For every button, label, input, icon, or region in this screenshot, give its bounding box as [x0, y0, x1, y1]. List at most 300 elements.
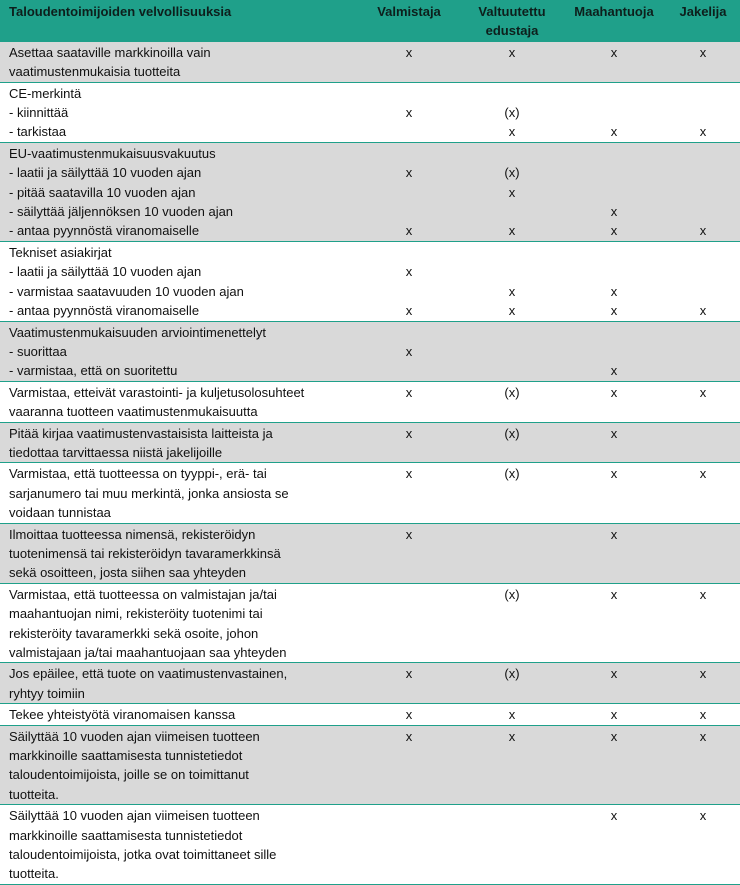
- description-line: EU-vaatimustenmukaisuusvakuutus: [9, 145, 216, 161]
- mark: [668, 62, 738, 81]
- description-line: - varmistaa, että on suoritettu: [9, 363, 178, 379]
- mark: [358, 585, 460, 604]
- description-line: vaatimustenmukaisia tuotteita: [9, 64, 181, 80]
- mark-cell-authorised-representative: [462, 583, 562, 663]
- obligation-description: [0, 523, 356, 583]
- header-manufacturer: Valmistaja: [356, 0, 462, 41]
- mark-cell-distributor: [666, 523, 740, 583]
- mark: x: [610, 124, 618, 140]
- mark: x: [610, 466, 618, 482]
- obligation-description: [0, 704, 356, 725]
- description-line: - laatii ja säilyttää 10 vuoden ajan: [9, 264, 202, 280]
- mark: [358, 643, 460, 662]
- mark-cell-authorised-representative: [462, 805, 562, 885]
- mark-cell-distributor: [666, 805, 740, 885]
- mark: [564, 746, 664, 765]
- mark-cell-manufacturer: [356, 725, 462, 805]
- mark: [464, 845, 560, 864]
- description-line: Jos epäilee, että tuote on vaatimustenvastainen,: [9, 666, 288, 682]
- mark: [668, 563, 738, 582]
- mark: [464, 643, 560, 662]
- mark: x: [699, 707, 707, 723]
- mark: [358, 826, 460, 845]
- mark: [464, 765, 560, 784]
- mark: x: [699, 728, 707, 744]
- mark: [464, 864, 560, 883]
- description-line: - suorittaa: [9, 343, 67, 359]
- mark-cell-authorised-representative: [462, 663, 562, 704]
- mark: [564, 544, 664, 563]
- mark: [668, 826, 738, 845]
- description-line: Varmistaa, että tuotteessa on tyyppi-, erä- tai: [9, 466, 267, 482]
- description-line: - säilyttää jäljennöksen 10 vuoden ajan: [9, 204, 234, 220]
- table-row: [0, 82, 740, 142]
- mark: [358, 361, 460, 380]
- mark: [358, 746, 460, 765]
- mark: [668, 342, 738, 361]
- mark: [668, 243, 738, 262]
- mark-cell-distributor: [666, 82, 740, 142]
- mark: [464, 144, 560, 163]
- mark: [668, 103, 738, 122]
- header-importer: Maahantuoja: [562, 0, 666, 41]
- mark: x: [610, 223, 618, 239]
- mark: [668, 503, 738, 522]
- mark: x: [699, 303, 707, 319]
- mark-cell-authorised-representative: [462, 82, 562, 142]
- table-row: [0, 704, 740, 725]
- mark: x: [610, 425, 618, 441]
- mark: (x): [504, 384, 520, 400]
- table-body: [0, 41, 740, 884]
- table-header: [0, 0, 740, 41]
- mark: [668, 202, 738, 221]
- mark: [564, 643, 664, 662]
- mark-cell-importer: [562, 422, 666, 463]
- obligation-description: [0, 805, 356, 885]
- mark: [668, 765, 738, 784]
- mark: [464, 262, 560, 281]
- mark: x: [405, 343, 413, 359]
- mark: [464, 342, 560, 361]
- mark: [668, 604, 738, 623]
- mark-cell-manufacturer: [356, 142, 462, 241]
- mark: x: [610, 44, 618, 60]
- description-line: - varmistaa saatavuuden 10 vuoden ajan: [9, 283, 244, 299]
- mark: [464, 806, 560, 825]
- mark: [564, 323, 664, 342]
- header-distributor: Jakelija: [666, 0, 740, 41]
- description-line: valmistajaan ja/tai maahantuojaan saa yhteyden: [9, 645, 287, 660]
- mark-cell-importer: [562, 663, 666, 704]
- mark: [358, 183, 460, 202]
- header-row: [0, 0, 740, 41]
- obligation-description: [0, 241, 356, 321]
- description-line: markkinoille saattamisesta tunnistetiedot: [9, 827, 243, 843]
- description-line: voidaan tunnistaa: [9, 505, 111, 521]
- table-row: [0, 663, 740, 704]
- mark: x: [508, 124, 516, 140]
- mark: x: [610, 666, 618, 682]
- description-line: tuotenimensä tai rekisteröidyn tavaramerkkinsä: [9, 545, 281, 561]
- mark-cell-importer: [562, 463, 666, 523]
- mark: [668, 163, 738, 182]
- obligation-description: [0, 142, 356, 241]
- obligation-description: [0, 41, 356, 82]
- mark: [358, 484, 460, 503]
- table-row: [0, 381, 740, 422]
- mark-cell-importer: [562, 241, 666, 321]
- obligation-description: [0, 381, 356, 422]
- mark: x: [610, 283, 618, 299]
- mark: [358, 323, 460, 342]
- obligation-description: [0, 663, 356, 704]
- mark: x: [405, 466, 413, 482]
- mark: x: [699, 466, 707, 482]
- mark-cell-importer: [562, 583, 666, 663]
- mark-cell-manufacturer: [356, 463, 462, 523]
- mark: [358, 563, 460, 582]
- mark: [358, 845, 460, 864]
- mark: [358, 84, 460, 103]
- mark-cell-importer: [562, 142, 666, 241]
- mark-cell-distributor: [666, 663, 740, 704]
- mark: [668, 785, 738, 804]
- obligation-description: [0, 82, 356, 142]
- mark-cell-manufacturer: [356, 704, 462, 725]
- mark: [464, 443, 560, 462]
- mark: x: [610, 526, 618, 542]
- mark: [668, 84, 738, 103]
- description-line: Pitää kirjaa vaatimustenvastaisista laitteista ja: [9, 425, 273, 441]
- mark: [668, 402, 738, 421]
- mark: x: [405, 105, 413, 121]
- mark: [358, 144, 460, 163]
- description-line: - kiinnittää: [9, 105, 69, 121]
- mark-cell-manufacturer: [356, 422, 462, 463]
- obligation-description: [0, 725, 356, 805]
- mark: [668, 864, 738, 883]
- mark: [464, 62, 560, 81]
- mark: [564, 624, 664, 643]
- mark: [668, 624, 738, 643]
- mark: x: [610, 586, 618, 602]
- mark: x: [508, 223, 516, 239]
- mark: [358, 202, 460, 221]
- mark: [358, 544, 460, 563]
- description-line: Vaatimustenmukaisuuden arviointimenettelyt: [9, 324, 267, 340]
- description-line: Tekniset asiakirjat: [9, 244, 112, 260]
- mark-cell-manufacturer: [356, 82, 462, 142]
- description-line: - antaa pyynnöstä viranomaiselle: [9, 223, 200, 239]
- table-row: [0, 725, 740, 805]
- mark: [564, 826, 664, 845]
- mark: [668, 643, 738, 662]
- mark-cell-importer: [562, 805, 666, 885]
- mark: [358, 282, 460, 301]
- mark: [464, 785, 560, 804]
- table-row: [0, 321, 740, 381]
- mark: [564, 443, 664, 462]
- mark: x: [699, 44, 707, 60]
- mark-cell-distributor: [666, 142, 740, 241]
- mark: [358, 402, 460, 421]
- mark: [358, 503, 460, 522]
- description-line: - antaa pyynnöstä viranomaiselle: [9, 303, 200, 319]
- description-line: CE-merkintä: [9, 85, 82, 101]
- mark: [564, 684, 664, 703]
- mark: [564, 243, 664, 262]
- mark: x: [405, 223, 413, 239]
- mark: [564, 785, 664, 804]
- mark: x: [508, 728, 516, 744]
- description-line: markkinoille saattamisesta tunnistetiedot: [9, 748, 243, 764]
- description-line: maahantuojan nimi, rekisteröity tuotenimi tai: [9, 606, 263, 622]
- mark-cell-importer: [562, 41, 666, 82]
- mark: [564, 604, 664, 623]
- mark: x: [508, 283, 516, 299]
- mark: [564, 103, 664, 122]
- mark: [358, 62, 460, 81]
- mark: [564, 402, 664, 421]
- mark: (x): [504, 666, 520, 682]
- mark: [464, 624, 560, 643]
- mark-cell-manufacturer: [356, 41, 462, 82]
- table-row: [0, 805, 740, 885]
- mark-cell-importer: [562, 704, 666, 725]
- mark: x: [699, 384, 707, 400]
- mark: [564, 62, 664, 81]
- description-line: - laatii ja säilyttää 10 vuoden ajan: [9, 165, 202, 181]
- description-line: Varmistaa, että tuotteessa on valmistajan ja/tai: [9, 586, 277, 602]
- description-line: Säilyttää 10 vuoden ajan viimeisen tuotteen: [9, 728, 260, 744]
- mark: x: [610, 303, 618, 319]
- mark: [564, 845, 664, 864]
- description-line: Ilmoittaa tuotteessa nimensä, rekisteröidyn: [9, 526, 256, 542]
- mark-cell-authorised-representative: [462, 523, 562, 583]
- mark: [564, 144, 664, 163]
- mark-cell-distributor: [666, 321, 740, 381]
- mark: [668, 361, 738, 380]
- mark-cell-importer: [562, 725, 666, 805]
- mark: [464, 684, 560, 703]
- mark: x: [405, 425, 413, 441]
- mark-cell-authorised-representative: [462, 241, 562, 321]
- mark: x: [699, 666, 707, 682]
- mark: x: [699, 124, 707, 140]
- mark: [668, 544, 738, 563]
- mark: [564, 163, 664, 182]
- mark: [668, 323, 738, 342]
- description-line: Asettaa saataville markkinoilla vain: [9, 44, 211, 60]
- mark: [564, 84, 664, 103]
- mark: x: [508, 303, 516, 319]
- mark: x: [699, 223, 707, 239]
- table-row: [0, 422, 740, 463]
- mark-cell-authorised-representative: [462, 321, 562, 381]
- mark: [668, 484, 738, 503]
- mark: x: [508, 44, 516, 60]
- mark-cell-manufacturer: [356, 583, 462, 663]
- table-row: [0, 241, 740, 321]
- header-authorised-representative-label: Valtuutettu edustaja: [478, 4, 546, 39]
- mark: [464, 243, 560, 262]
- mark: x: [699, 586, 707, 602]
- mark: x: [610, 204, 618, 220]
- mark: [358, 604, 460, 623]
- mark-cell-distributor: [666, 422, 740, 463]
- mark: [464, 484, 560, 503]
- mark-cell-importer: [562, 321, 666, 381]
- mark: [358, 765, 460, 784]
- mark: x: [699, 808, 707, 824]
- mark-cell-authorised-representative: [462, 422, 562, 463]
- description-line: Varmistaa, etteivät varastointi- ja kuljetusolosuhteet: [9, 384, 305, 400]
- mark-cell-manufacturer: [356, 241, 462, 321]
- mark: (x): [504, 466, 520, 482]
- mark: [358, 684, 460, 703]
- mark: [464, 746, 560, 765]
- mark: x: [610, 384, 618, 400]
- mark-cell-authorised-representative: [462, 41, 562, 82]
- mark: [464, 361, 560, 380]
- mark: x: [405, 666, 413, 682]
- mark: [668, 845, 738, 864]
- mark: x: [610, 808, 618, 824]
- mark: [668, 684, 738, 703]
- table-row: [0, 583, 740, 663]
- mark: [358, 785, 460, 804]
- description-line: tiedottaa tarvittaessa niistä jakelijoille: [9, 444, 223, 460]
- header-authorised-representative: [462, 0, 562, 41]
- mark: [358, 864, 460, 883]
- mark: [668, 262, 738, 281]
- mark: [564, 864, 664, 883]
- mark-cell-authorised-representative: [462, 381, 562, 422]
- mark-cell-authorised-representative: [462, 704, 562, 725]
- mark: x: [508, 707, 516, 723]
- description-line: - tarkistaa: [9, 124, 67, 140]
- description-line: - pitää saatavilla 10 vuoden ajan: [9, 184, 196, 200]
- description-line: taloudentoimijoista, joille se on toimittanut: [9, 767, 249, 783]
- mark: x: [405, 165, 413, 181]
- mark: [464, 826, 560, 845]
- mark: [464, 402, 560, 421]
- mark: [464, 604, 560, 623]
- table-row: [0, 523, 740, 583]
- mark-cell-authorised-representative: [462, 725, 562, 805]
- mark: [464, 503, 560, 522]
- mark-cell-distributor: [666, 704, 740, 725]
- mark: [668, 144, 738, 163]
- mark: x: [405, 44, 413, 60]
- mark-cell-manufacturer: [356, 663, 462, 704]
- mark: [464, 84, 560, 103]
- mark: [358, 122, 460, 141]
- mark-cell-authorised-representative: [462, 142, 562, 241]
- mark: (x): [504, 425, 520, 441]
- mark-cell-distributor: [666, 725, 740, 805]
- mark-cell-authorised-representative: [462, 463, 562, 523]
- mark: [564, 765, 664, 784]
- mark: [464, 202, 560, 221]
- mark: [668, 424, 738, 443]
- mark-cell-manufacturer: [356, 523, 462, 583]
- obligation-description: [0, 422, 356, 463]
- mark-cell-distributor: [666, 381, 740, 422]
- mark: [358, 443, 460, 462]
- mark: [564, 342, 664, 361]
- mark-cell-importer: [562, 523, 666, 583]
- mark: [668, 525, 738, 544]
- mark-cell-distributor: [666, 463, 740, 523]
- description-line: Tekee yhteistyötä viranomaisen kanssa: [9, 707, 236, 723]
- mark: (x): [504, 586, 520, 602]
- mark: x: [610, 728, 618, 744]
- description-line: Säilyttää 10 vuoden ajan viimeisen tuotteen: [9, 808, 260, 824]
- mark: [358, 243, 460, 262]
- mark-cell-manufacturer: [356, 805, 462, 885]
- table-row: [0, 41, 740, 82]
- mark: x: [405, 728, 413, 744]
- mark: (x): [504, 165, 520, 181]
- mark-cell-importer: [562, 381, 666, 422]
- obligation-description: [0, 583, 356, 663]
- description-line: rekisteröity tavaramerkki sekä osoite, johon: [9, 625, 259, 641]
- header-obligations: Taloudentoimijoiden velvollisuuksia: [0, 0, 356, 41]
- description-line: ryhtyy toimiin: [9, 685, 85, 701]
- mark: x: [508, 184, 516, 200]
- table-row: [0, 142, 740, 241]
- mark: x: [610, 363, 618, 379]
- mark-cell-manufacturer: [356, 321, 462, 381]
- mark: [564, 262, 664, 281]
- description-line: tuotteita.: [9, 786, 59, 802]
- mark: [464, 563, 560, 582]
- mark: [668, 183, 738, 202]
- mark-cell-distributor: [666, 583, 740, 663]
- obligation-description: [0, 321, 356, 381]
- mark: x: [405, 707, 413, 723]
- mark: x: [405, 264, 413, 280]
- mark: [564, 484, 664, 503]
- mark: [564, 183, 664, 202]
- description-line: sekä osoitteen, josta siihen saa yhteyden: [9, 565, 247, 581]
- description-line: vaaranna tuotteen vaatimustenmukaisuutta: [9, 404, 258, 420]
- mark: [358, 624, 460, 643]
- mark: [668, 282, 738, 301]
- mark: [564, 563, 664, 582]
- mark-cell-distributor: [666, 241, 740, 321]
- obligation-description: [0, 463, 356, 523]
- mark-cell-distributor: [666, 41, 740, 82]
- mark: x: [405, 303, 413, 319]
- description-line: sarjanumero tai muu merkintä, jonka ansiosta se: [9, 485, 289, 501]
- mark: [464, 525, 560, 544]
- description-line: taloudentoimijoista, jotka ovat toimittaneet sille: [9, 847, 277, 863]
- mark: [464, 544, 560, 563]
- mark: [564, 503, 664, 522]
- table-row: [0, 463, 740, 523]
- mark: [668, 443, 738, 462]
- mark-cell-manufacturer: [356, 381, 462, 422]
- mark: x: [405, 526, 413, 542]
- mark: x: [610, 707, 618, 723]
- description-line: tuotteita.: [9, 866, 59, 882]
- mark: [668, 746, 738, 765]
- mark: [464, 323, 560, 342]
- mark: (x): [504, 105, 520, 121]
